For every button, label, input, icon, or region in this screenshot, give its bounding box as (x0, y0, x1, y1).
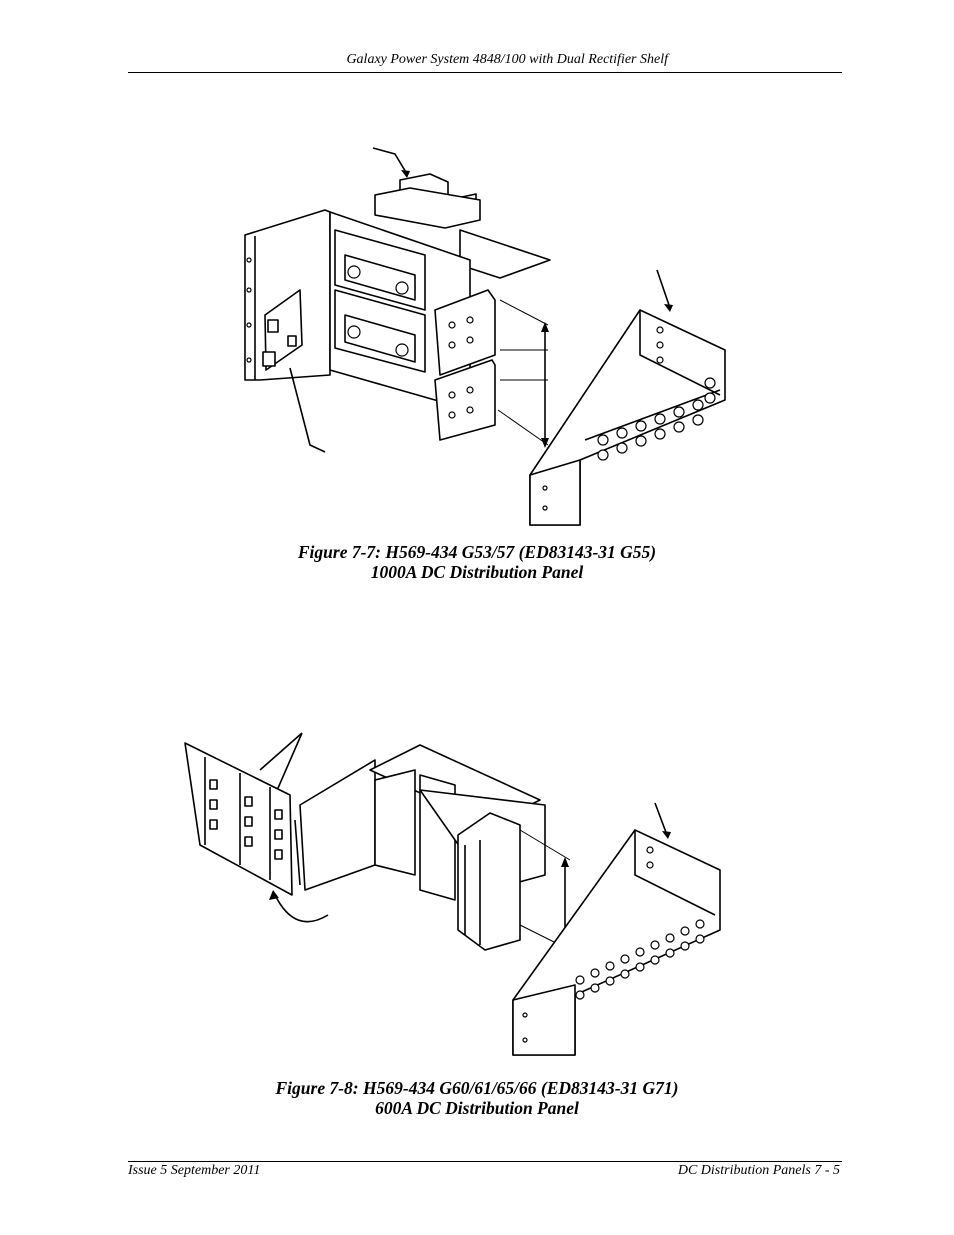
footer-issue-date: Issue 5 September 2011 (128, 1163, 261, 1178)
figure-7-7-caption-line1: Figure 7-7: H569-434 G53/57 (ED83143-31 G55) (297, 542, 657, 562)
figure-7-7-drawing (230, 140, 740, 540)
figure-7-7-caption-line2: 1000A DC Distribution Panel (370, 562, 584, 582)
header-rule (128, 72, 842, 73)
figure-7-8-caption-line2: 600A DC Distribution Panel (375, 1098, 579, 1118)
figure-7-8-drawing (180, 725, 740, 1070)
footer-rule (128, 1161, 842, 1162)
footer-page-number: DC Distribution Panels 7 - 5 (677, 1163, 840, 1178)
running-header: Galaxy Power System 4848/100 with Dual Rectifier Shelf (346, 52, 668, 67)
figure-7-8-caption-line1: Figure 7-8: H569-434 G60/61/65/66 (ED83143-31 G71) (275, 1078, 679, 1098)
